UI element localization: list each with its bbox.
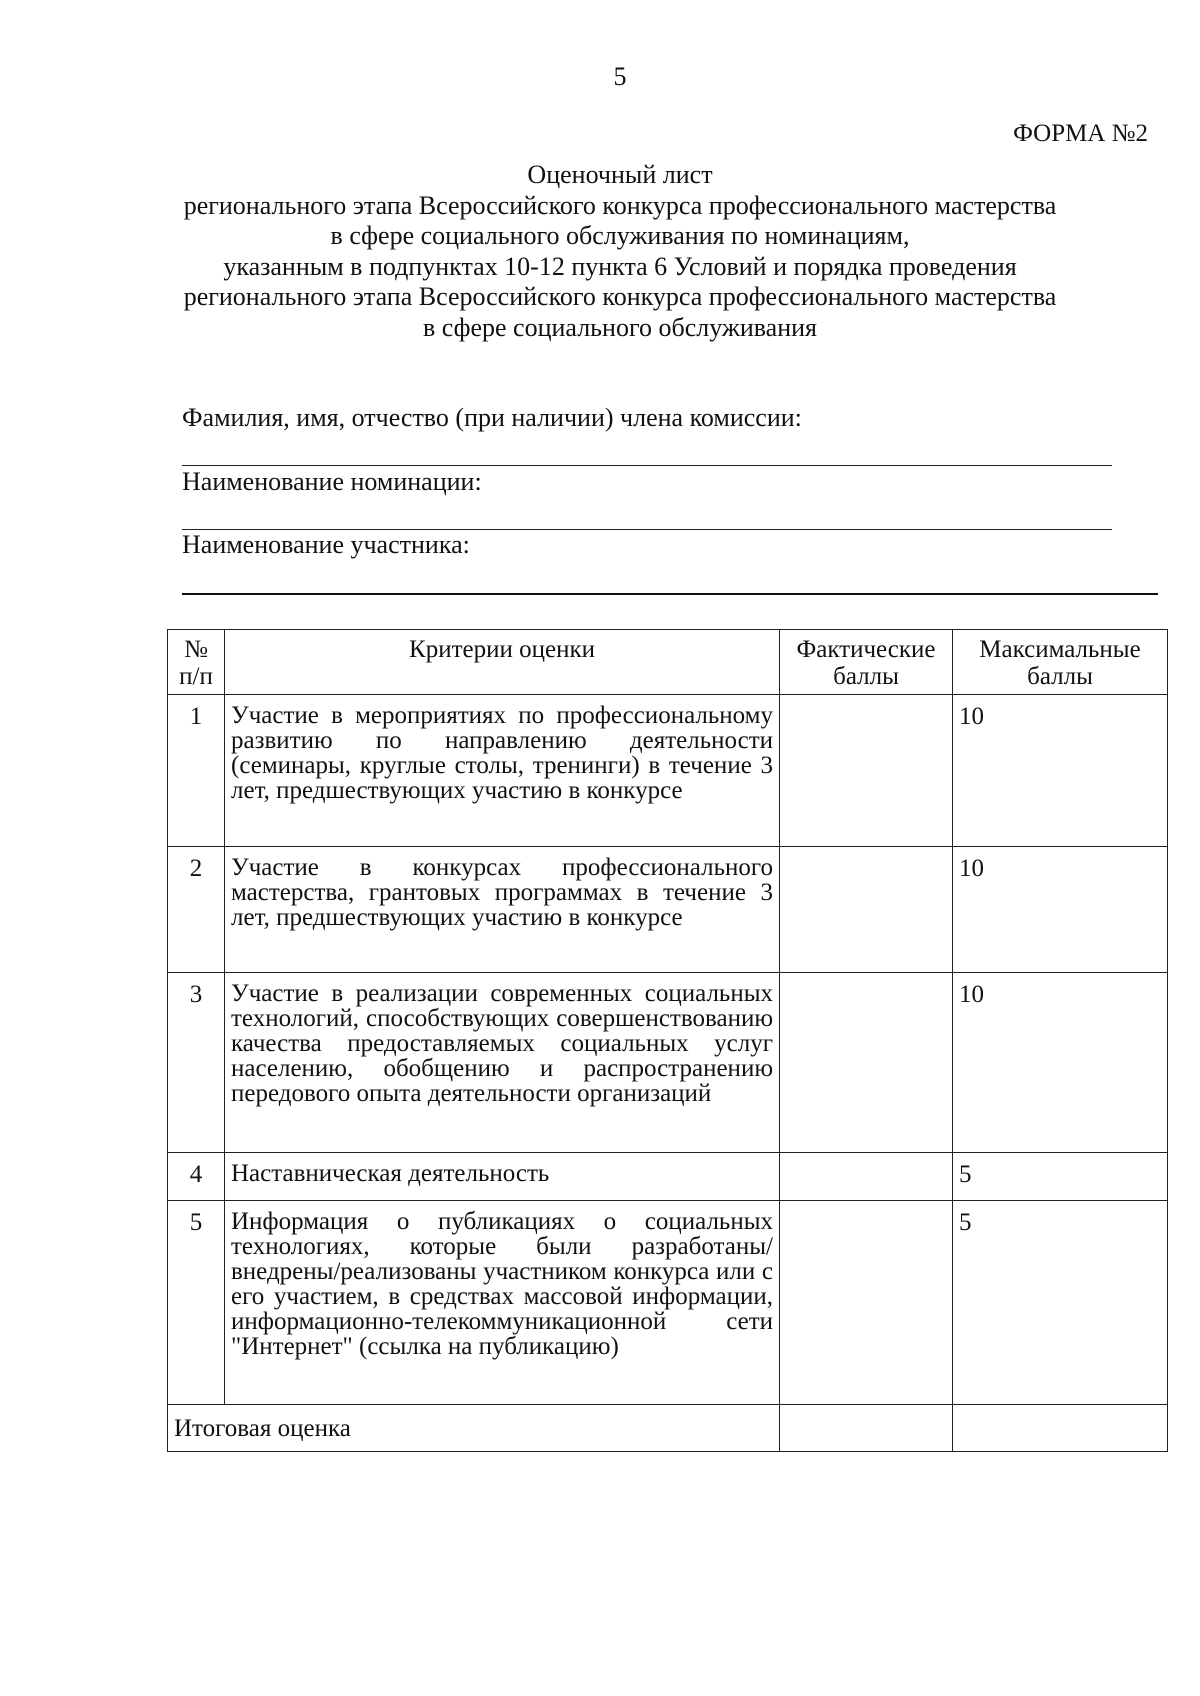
max-points-cell: 5 (953, 1153, 1168, 1201)
row-number: 5 (168, 1201, 225, 1405)
title-line: в сфере социального обслуживания по номинациям, (330, 221, 910, 250)
title-line: регионального этапа Всероссийского конкурса профессионального мастерства (183, 282, 1057, 311)
table-row (168, 1153, 1168, 1201)
total-max-cell (953, 1405, 1168, 1452)
title-line: Оценочный лист (527, 160, 713, 189)
row-number: 2 (168, 847, 225, 973)
header-criteria: Критерии оценки (225, 630, 780, 695)
table-row (168, 847, 1168, 973)
document-title (0, 160, 1200, 343)
table-row (168, 1201, 1168, 1405)
row-number: 1 (168, 695, 225, 847)
max-points-cell: 10 (953, 847, 1168, 973)
actual-points-cell[interactable] (780, 1201, 953, 1405)
table-row (168, 973, 1168, 1153)
title-line: регионального этапа Всероссийского конкурса профессионального мастерства (183, 190, 1057, 220)
criteria-table (167, 629, 1168, 1452)
participant-line[interactable] (182, 593, 1158, 595)
actual-points-cell[interactable] (780, 695, 953, 847)
max-points-cell: 10 (953, 695, 1168, 847)
actual-points-cell[interactable] (780, 1153, 953, 1201)
total-label: Итоговая оценка (168, 1405, 780, 1452)
participant-label: Наименование участника: (182, 530, 470, 559)
criterion-text: Участие в мероприятиях по профессиональному развитию по направлению деятельности (семинары, круглые столы, тренинги) в течение 3 лет, предшествующих участию в конкурсе (225, 695, 780, 847)
criterion-text: Информация о публикациях о социальных технологиях, которые были разработаны/внедрены/реализованы участником конкурса или с его участием, в средствах массовой информации, информационно-телекоммуникационной сети "Интернет" (ссылка на публикацию) (225, 1201, 780, 1405)
header-max-points: Максимальные баллы (953, 630, 1168, 695)
table-header-row (168, 630, 1168, 695)
row-number: 3 (168, 973, 225, 1153)
title-line: указанным в подпунктах 10-12 пункта 6 Условий и порядка проведения (223, 251, 1017, 281)
max-points-cell: 10 (953, 973, 1168, 1153)
form-label: ФОРМА №2 (1013, 120, 1148, 147)
row-number: 4 (168, 1153, 225, 1201)
actual-points-cell[interactable] (780, 973, 953, 1153)
table-row (168, 695, 1168, 847)
header-actual-points: Фактические баллы (780, 630, 953, 695)
actual-points-cell[interactable] (780, 847, 953, 973)
nomination-label: Наименование номинации: (182, 467, 482, 496)
header-number-symbol: № (184, 636, 208, 663)
page-number: 5 (613, 62, 627, 91)
max-points-cell: 5 (953, 1201, 1168, 1405)
header-number-abbr: п/п (179, 663, 213, 690)
commission-member-line[interactable] (182, 465, 1112, 466)
title-line: в сфере социального обслуживания (423, 312, 817, 342)
commission-member-label: Фамилия, имя, отчество (при наличии) члена комиссии: (182, 403, 802, 432)
header-number (168, 630, 225, 695)
criterion-text: Наставническая деятельность (225, 1153, 780, 1201)
total-actual-cell[interactable] (780, 1405, 953, 1452)
criterion-text: Участие в реализации современных социальных технологий, способствующих совершенствованию качества предоставляемых социальных услуг населению, обобщению и распространению передового опыта деятельности организаций (225, 973, 780, 1153)
total-row (168, 1405, 1168, 1452)
criterion-text: Участие в конкурсах профессионального мастерства, грантовых программах в течение 3 лет, предшествующих участию в конкурсе (225, 847, 780, 973)
